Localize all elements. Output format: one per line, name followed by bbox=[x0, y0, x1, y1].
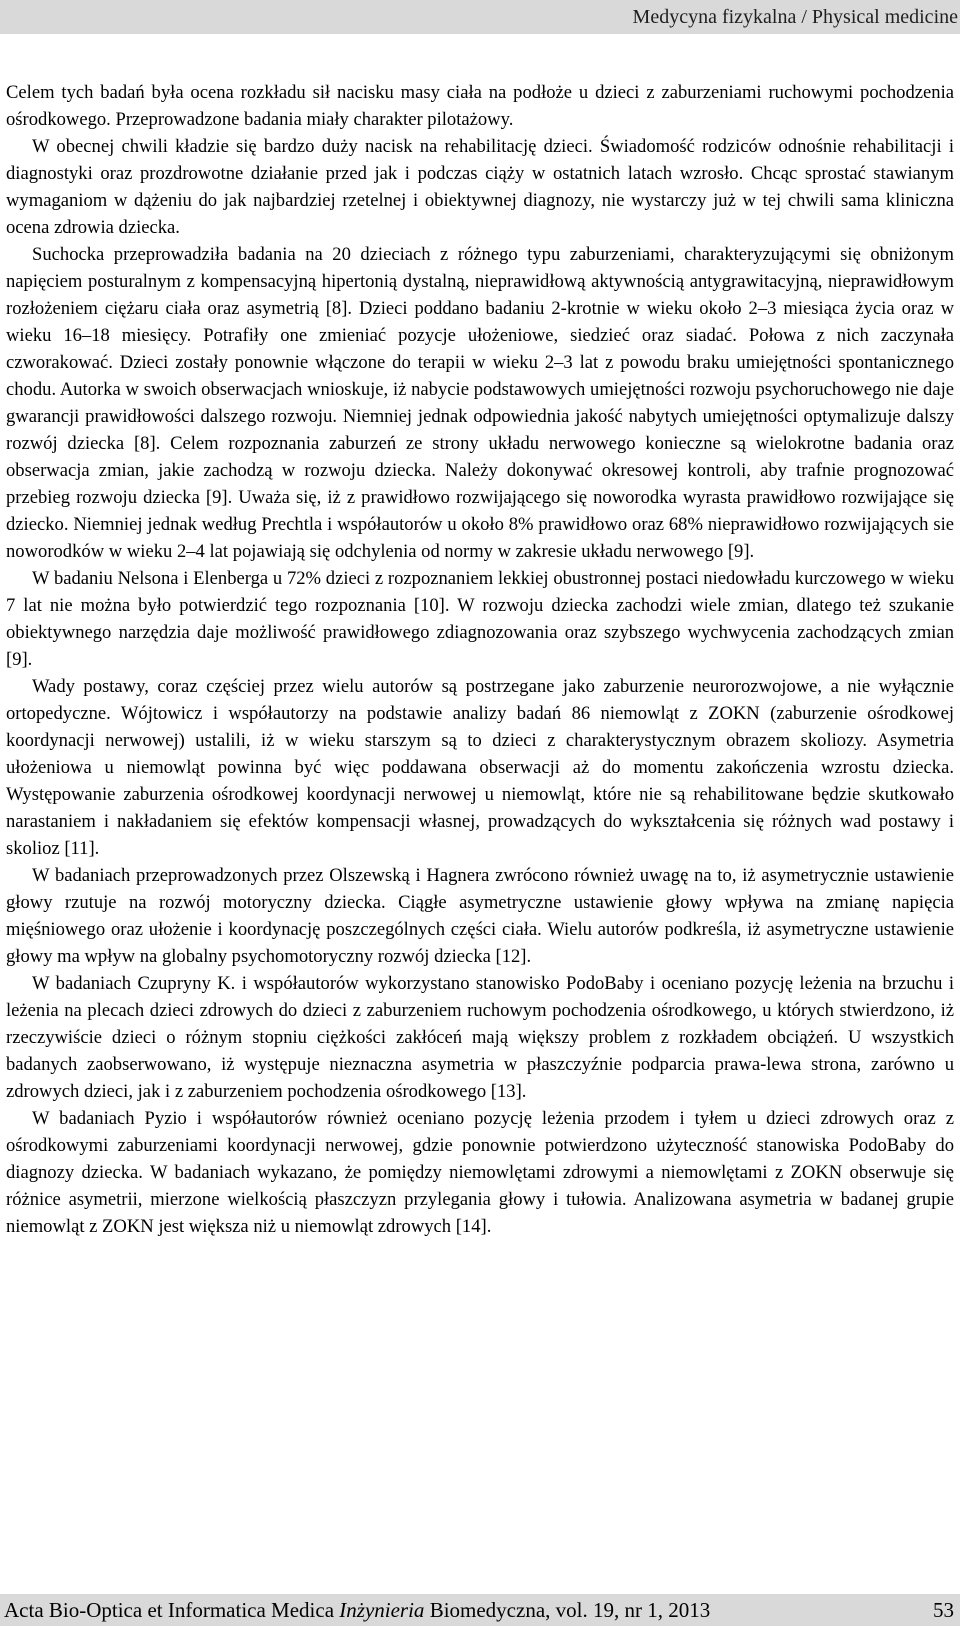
running-footer bbox=[0, 1594, 960, 1626]
paragraph-6: W badaniach przeprowadzonych przez Olszewską i Hagnera zwrócono również uwagę na to, iż asymetrycznie ustawienie głowy rzutuje na rozwój motoryczny dziecka. Ciągłe asymetryczne ustawienie głowy wpływa na zmianę napięcia mięśniowego oraz ułożenie i koordynację poszczególnych części ciała. Wielu autorów podkreśla, iż asymetryczne ustawienie głowy ma wpływ na globalny psychomotoryczny rozwój dziecka [12]. bbox=[6, 865, 954, 967]
paragraph-1: Celem tych badań była ocena rozkładu sił nacisku masy ciała na podłoże u dzieci z zaburzeniami ruchowymi pochodzenia ośrodkowego. Przeprowadzone badania miały charakter pilotażowy. bbox=[6, 82, 954, 130]
paragraph-4: W badaniu Nelsona i Elenberga u 72% dzieci z rozpoznaniem lekkiej obustronnej postaci niedowładu kurczowego w wieku 7 lat nie można było potwierdzić tego rozpoznania [10]. W rozwoju dziecka zachodzi wiele zmian, dlatego też szukanie obiektywnego narzędzia daje możliwość prawidłowego zdiagnozowania oraz szybszego wychwycenia zachodzących zmian [9]. bbox=[6, 568, 954, 670]
journal-name-italic: Inżynieria bbox=[339, 1598, 425, 1622]
page-number: 53 bbox=[933, 1598, 954, 1622]
paragraph-5: Wady postawy, coraz częściej przez wielu autorów są postrzegane jako zaburzenie neurorozwojowe, a nie wyłącznie ortopedyczne. Wójtowicz i współautorzy na podstawie analizy badań 86 niemowląt z ZOKN (zaburzenie ośrodkowej koordynacji nerwowej) ustalili, iż w wieku starszym są to dzieci z charakterystycznym obrazem skoliozy. Asymetria ułożeniowa u niemowląt powinna być więc poddawana obserwacji aż do momentu zakończenia wzrostu dziecka. Występowanie zaburzenia ośrodkowej koordynacji nerwowej u niemowląt, które nie są rehabilitowane będzie skutkowało narastaniem i nakładaniem się efektów kompensacji własnej, prowadzących do wykształcenia się różnych wad postawy i skolioz [11]. bbox=[6, 676, 954, 859]
article-body bbox=[6, 79, 954, 1240]
paragraph-7: W badaniach Czupryny K. i współautorów wykorzystano stanowisko PodoBaby i oceniano pozycję leżenia na brzuchu i leżenia na plecach dzieci zdrowych do dzieci z zaburzeniem ruchowym pochodzenia ośrodkowego, u których stwierdzono, iż rzeczywiście dzieci o różnym stopniu ciężkości zakłóceń mają większy problem z rozkładem obciążeń. U wszystkich badanych zaobserwowano, iż występuje nieznaczna asymetria w płaszczyźnie podparcia prawa-lewa strona, zarówno u zdrowych dzieci, jak i z zaburzeniem pochodzenia ośrodkowego [13]. bbox=[6, 973, 954, 1102]
paragraph-8: W badaniach Pyzio i współautorów również oceniano pozycję leżenia przodem i tyłem u dzieci zdrowych oraz z ośrodkowymi zaburzeniami koordynacji nerwowej, gdzie ponownie potwierdzono użyteczność stanowiska PodoBaby do diagnozy dziecka. W badaniach wykazano, że pomiędzy niemowlętami zdrowymi a niemowlętami z ZOKN obserwuje się różnice asymetrii, mierzone wielkością płaszczyzn przylegania głowy i tułowia. Analizowana asymetria w badanej grupie niemowląt z ZOKN jest większa niż u niemowląt zdrowych [14]. bbox=[6, 1108, 954, 1237]
journal-citation bbox=[4, 1597, 710, 1623]
running-header bbox=[0, 0, 960, 34]
journal-name-part2: Biomedyczna, vol. 19, nr 1, 2013 bbox=[424, 1598, 711, 1622]
paragraph-3: Suchocka przeprowadziła badania na 20 dzieciach z różnego typu zaburzeniami, charakteryzującymi się obniżonym napięciem posturalnym z kompensacyjną hipertonią dystalną, nieprawidłową aktywnością antygrawitacyjną, nieprawidłowym rozłożeniem ciężaru ciała oraz asymetrią [8]. Dzieci poddano badaniu 2-krotnie w wieku około 2–3 miesiąca życia oraz w wieku 16–18 miesięcy. Potrafiły one zmieniać pozycje ułożeniowe, siedzieć oraz siadać. Połowa z nich zaczynała czworakować. Dzieci zostały ponownie włączone do terapii w wieku 2–3 lat z powodu braku umiejętności spontanicznego chodu. Autorka w swoich obserwacjach wnioskuje, iż nabycie podstawowych umiejętności rozwoju psychoruchowego nie daje gwarancji prawidłowości dalszego rozwoju. Niemniej jednak odpowiednia jakość nabytych umiejętności optymalizuje dalszy rozwój dziecka [8]. Celem rozpoznania zaburzeń ze strony układu nerwowego konieczne są wielokrotne badania oraz obserwacja zmian, jakie zachodzą w rozwoju dziecka. Należy dokonywać okresowej kontroli, aby trafnie prognozować przebieg rozwoju dziecka [9]. Uważa się, iż z prawidłowo rozwijającego się noworodka wyrasta prawidłowo rozwijające się dziecko. Niemniej jednak według Prechtla i współautorów u około 8% prawidłowo oraz 68% nieprawidłowo rozwijających sie noworodków w wieku 2–4 lat pojawiają się odchylenia od normy w zakresie układu nerwowego [9]. bbox=[6, 244, 954, 562]
journal-name-part1: Acta Bio-Optica et Informatica Medica bbox=[4, 1598, 340, 1622]
section-title: Medycyna fizykalna / Physical medicine bbox=[632, 6, 958, 28]
paragraph-2: W obecnej chwili kładzie się bardzo duży nacisk na rehabilitację dzieci. Świadomość rodziców odnośnie rehabilitacji i diagnostyki oraz prozdrowotne działanie przed jak i podczas ciąży w ostatnich latach wzrosło. Chcąc sprostać stawianym wymaganiom w dążeniu do jak najbardziej rzetelnej i obiektywnej diagnozy, nie wystarczy już w tej chwili sama kliniczna ocena zdrowia dziecka. bbox=[6, 136, 954, 238]
